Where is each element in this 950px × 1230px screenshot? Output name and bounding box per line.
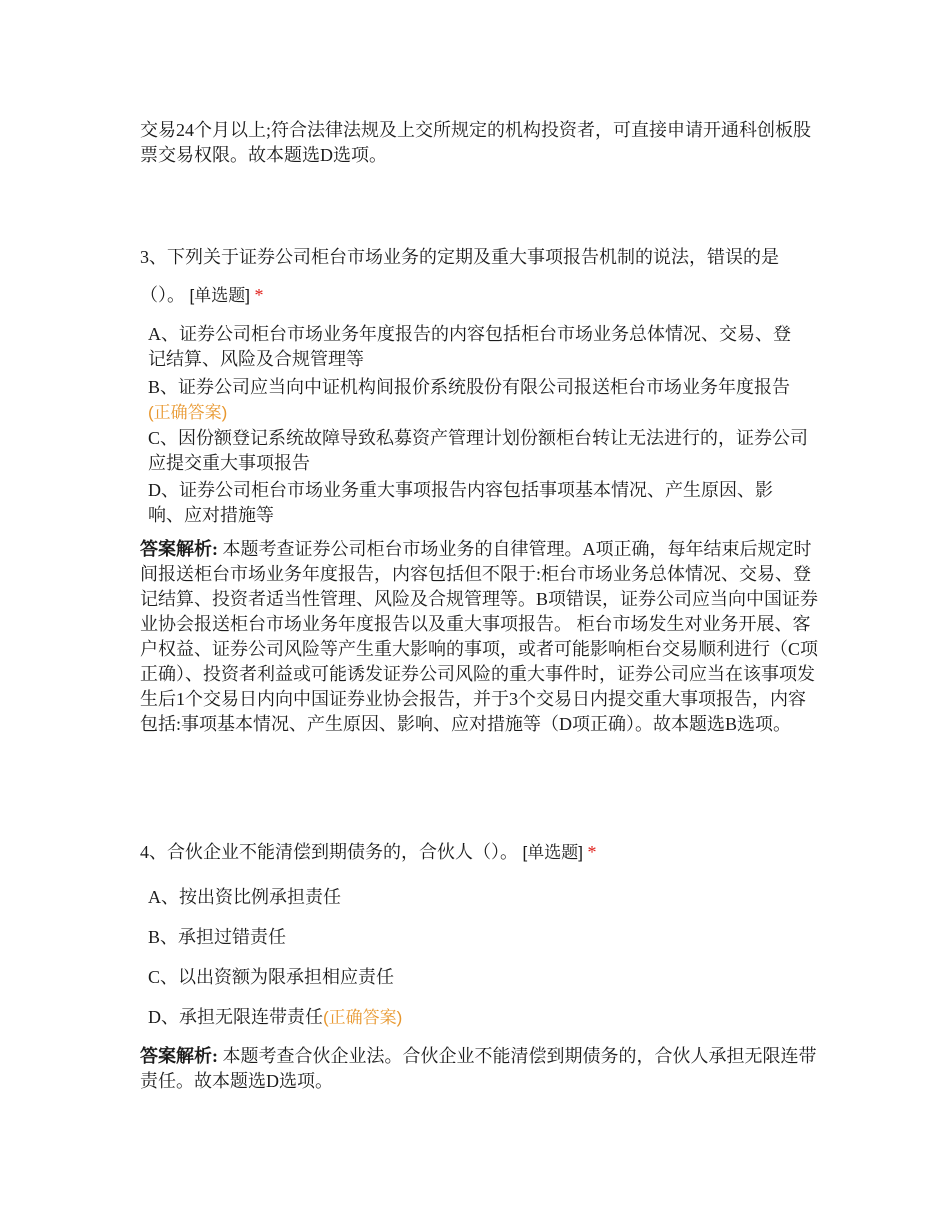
option-text: D、证券公司柜台市场业务重大事项报告内容包括事项基本情况、产生原因、影响、应对措施等	[148, 480, 773, 525]
answer-label: 答案解析:	[140, 539, 218, 559]
question-4-answer-explanation	[140, 1044, 820, 1094]
question-3-option-b[interactable]	[148, 375, 808, 425]
option-text: D、承担无限连带责任	[148, 1007, 323, 1027]
question-4-option-d[interactable]	[148, 1005, 808, 1030]
question-4-stem	[140, 833, 820, 872]
question-3-text: 3、下列关于证券公司柜台市场业务的定期及重大事项报告机制的说法，错误的是（）。	[140, 247, 779, 305]
question-4-text: 4、合伙企业不能清偿到期债务的，合伙人（）。	[140, 842, 518, 862]
question-3-stem	[140, 238, 820, 315]
correct-answer-mark: (正确答案)	[148, 403, 228, 422]
question-type-tag: [单选题]	[189, 286, 250, 305]
question-3-answer-explanation	[140, 537, 820, 737]
intro-text: 交易24个月以上;符合法律法规及上交所规定的机构投资者，可直接申请开通科创板股票交易权限。故本题选D选项。	[140, 120, 811, 165]
answer-label: 答案解析:	[140, 1046, 218, 1066]
option-text: A、按出资比例承担责任	[148, 887, 341, 907]
correct-answer-mark: (正确答案)	[323, 1008, 403, 1027]
question-4-option-b[interactable]	[148, 925, 808, 950]
question-type-tag: [单选题]	[522, 843, 583, 862]
option-text: B、证券公司应当向中证机构间报价系统股份有限公司报送柜台市场业务年度报告	[148, 377, 791, 397]
option-text: C、因份额登记系统故障导致私募资产管理计划份额柜台转让无法进行的，证券公司应提交重大事项报告	[148, 428, 809, 473]
option-text: B、承担过错责任	[148, 927, 287, 947]
option-text: A、证券公司柜台市场业务年度报告的内容包括柜台市场业务总体情况、交易、登记结算、风险及合规管理等	[148, 324, 791, 369]
required-mark: *	[587, 842, 597, 862]
question-4-option-a[interactable]	[148, 885, 808, 910]
option-text: C、以出资额为限承担相应责任	[148, 967, 395, 987]
question-3-option-d[interactable]	[148, 478, 808, 528]
question-3-option-c[interactable]	[148, 426, 808, 476]
answer-text: 本题考查证券公司柜台市场业务的自律管理。A项正确，每年结束后规定时间报送柜台市场业务年度报告，内容包括但不限于:柜台市场业务总体情况、交易、登记结算、投资者适当性管理、风险及合规管理等。B项错误，证券公司应当向中国证券业协会报送柜台市场业务年度报告以及重大事项报告。 柜台市场发生对业务开展、客户权益、证券公司风险等产生重大影响的事项，或者可能影响柜台交易顺利进行（C项正确）、投资者利益或可能诱发证券公司风险的重大事件时，证券公司应当在该事项发生后1个交易日内向中国证券业协会报告，并于3个交易日内提交重大事项报告，内容包括:事项基本情况、产生原因、影响、应对措施等（D项正确）。故本题选B选项。	[140, 539, 819, 734]
question-4-option-c[interactable]	[148, 965, 808, 990]
required-mark: *	[254, 285, 264, 305]
answer-text: 本题考查合伙企业法。合伙企业不能清偿到期债务的，合伙人承担无限连带责任。故本题选D选项。	[140, 1046, 817, 1091]
question-3-option-a[interactable]	[148, 322, 808, 372]
intro-paragraph	[140, 118, 820, 168]
